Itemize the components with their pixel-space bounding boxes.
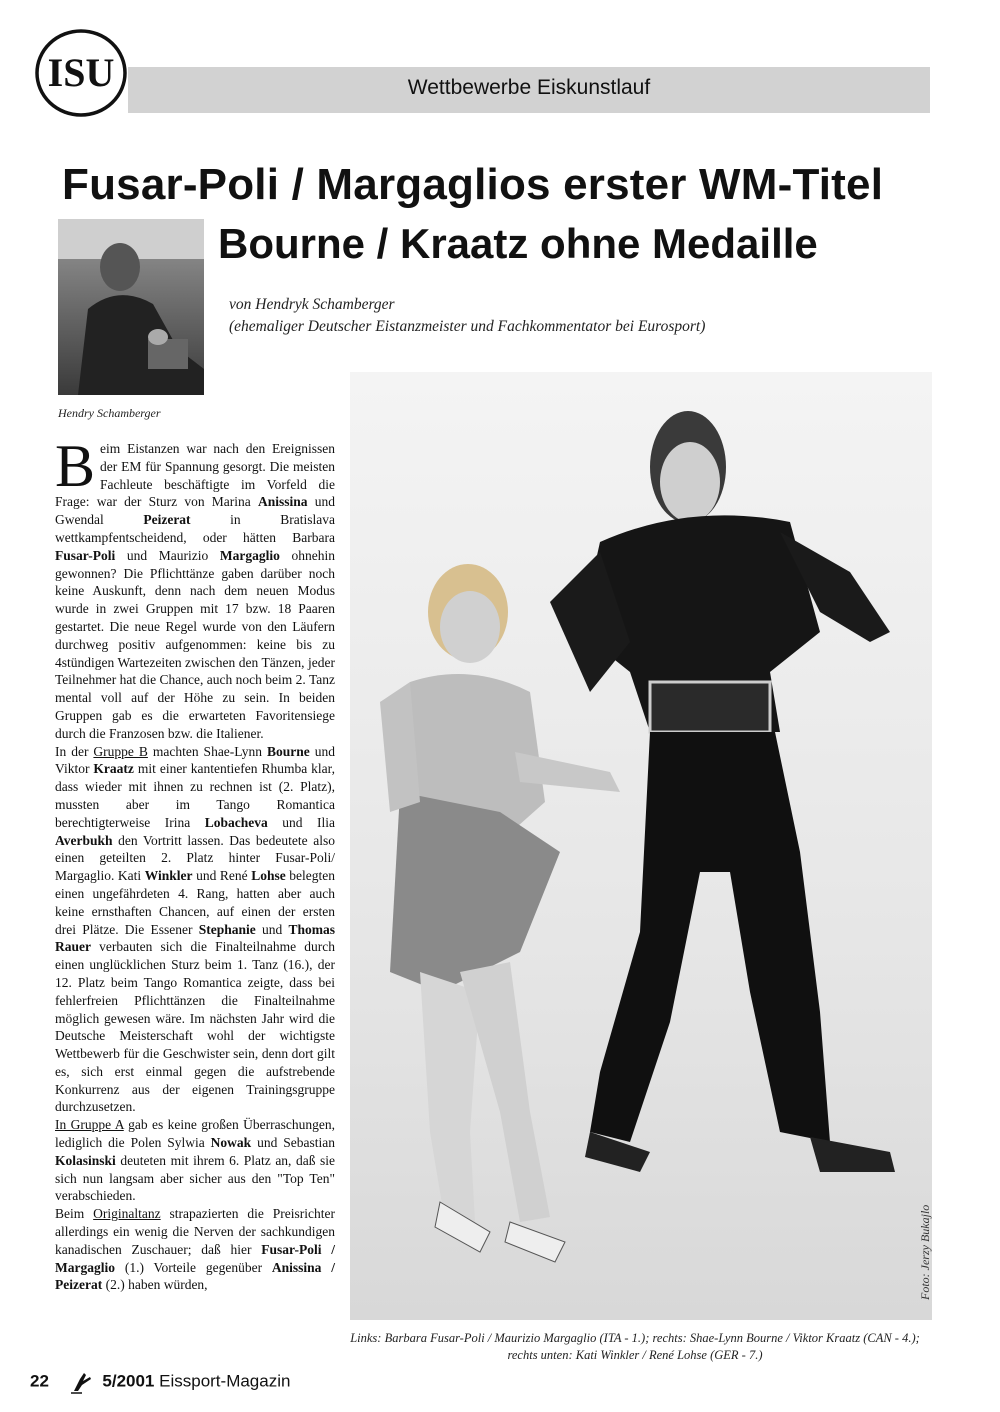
isu-logo: [34, 28, 128, 118]
ice-dance-photo: [350, 372, 932, 1320]
page-number: 22: [30, 1371, 49, 1391]
photo-caption: Links: Barbara Fusar-Poli / Maurizio Margaglio (ITA - 1.); rechts: Shae-Lynn Bourne / Viktor Kraatz (CAN - 4.); rechts unten: Kati Winkler / René Lohse (GER - 7.): [350, 1331, 920, 1362]
skater-icon: [68, 1369, 94, 1395]
author-photo-caption: Hendry Schamberger: [58, 406, 161, 420]
article-body: [55, 433, 336, 1294]
author-photo: [58, 219, 204, 395]
byline-role: (ehemaliger Deutscher Eistanzmeister und Fachkommentator bei Eurosport): [229, 318, 706, 335]
photo-credit: Foto: Jerzy Bukajlo: [918, 1204, 932, 1300]
article-paragraph-1: Beim Eistanzen war nach den Ereignissen der EM für Spannung gesorgt. Die meisten Fachleute beschäftigte im Vorfeld die Frage: war der Sturz von Marina Anissina und Gwendal Peizerat in Bratislava wettkampfentscheidend, oder hätten Barbara Fusar-Poli und Maurizio Margaglio ohnehin gewonnen? Die Pflichttänze gaben darüber noch keine Auskunft, denn nach dem neuen Modus wurde in zwei Gruppen mit 17 bzw. 18 Paaren gestartet. Die neue Regel wurde von den Läufern durchweg positiv aufgenommen: keine bis zu 4stündigen Wartezeiten zwischen den Tänzen, jeder Teilnehmer hat die Chance, auch noch beim 2. Tanz mental voll auf der Höhe zu sein. In beiden Gruppen gab es die erwarteten Favoritensiege durch die Franzosen bzw. die Italiener.: [55, 433, 336, 741]
drop-cap: B: [55, 433, 96, 499]
original-dance-reference: Originaltanz: [93, 1206, 161, 1222]
issue-number: 5/2001: [102, 1371, 155, 1391]
headline-line-1: Fusar-Poli / Margaglios erster WM-Titel: [62, 160, 884, 209]
section-header-bar: [128, 67, 930, 113]
magazine-name: Eissport-Magazin: [159, 1371, 291, 1391]
section-title: Wettbewerbe Eiskunstlauf: [407, 76, 651, 99]
headline-line-2: Bourne / Kraatz ohne Medaille: [218, 220, 818, 267]
article-paragraph-4: Beim Originaltanz strapazierten die Preisrichter allerdings ein wenig die Nerven der sachkundigen kanadischen Zuschauer; daß hier Fusar-Poli / Margaglio (1.) Vorteile gegenüber Anissina / Peizerat (2.) haben würden,: [55, 1206, 336, 1293]
page-footer: [30, 1369, 290, 1395]
group-a-reference: In Gruppe A: [55, 1117, 124, 1133]
logo-text: ISU: [47, 50, 115, 95]
group-b-reference: Gruppe B: [93, 743, 148, 759]
byline: [229, 294, 705, 338]
article-paragraph-3: In Gruppe A gab es keine großen Überraschungen, lediglich die Polen Sylwia Nowak und Sebastian Kolasinski deuteten mit ihrem 6. Platz an, daß sie sich nun langsam aber sicher aus den "Top Ten" verabschieden.: [55, 1117, 335, 1204]
article-paragraph-2: In der Gruppe B machten Shae-Lynn Bourne und Viktor Kraatz mit einer kantentiefen Rhumba klar, dass wieder mit ihnen zu rechnen ist (2. Platz), mussten aber im Tango Romantica berechtigterweise Irina Lobacheva und Ilia Averbukh den Vortritt lassen. Das bedeutete also einen geteilten 2. Platz hinter Fusar-Poli/ Margaglio. Kati Winkler und René Lohse belegten einen ungefährdeten 4. Rang, hatten aber auch keine ernsthaften Chancen, auf einen der ersten drei Plätze. Die Essener Stephanie und Thomas Rauer verbauten sich die Finalteilnahme durch einen unglücklichen Sturz beim 1. Tanz (16.), der 12. Platz beim Tango Romantica zeigte, dass bei fehlerfreien Pflichttänzen die Finalteilnahme möglich gewesen wäre. Im nächsten Jahr wird die Deutsche Meisterschaft wohl der wichtigste Wettbewerb für die Geschwister sein, denn dort gilt es, sich erst einmal gegen die aufstrebende Konkurrenz aus der eigenen Trainingsgruppe durchzusetzen.: [55, 743, 336, 1115]
byline-author: von Hendryk Schamberger: [229, 296, 395, 313]
